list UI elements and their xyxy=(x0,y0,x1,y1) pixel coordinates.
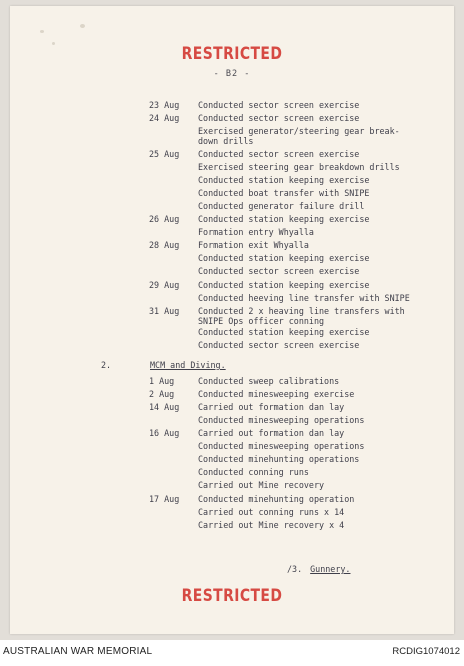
entry-text: Conducted generator failure drill xyxy=(198,201,365,211)
entry-date: 29 Aug xyxy=(149,280,180,290)
entry-date: 25 Aug xyxy=(149,149,180,159)
classification-stamp-bottom: RESTRICTED xyxy=(181,586,283,606)
entry-text: Exercised steering gear breakdown drills xyxy=(198,162,400,172)
paper-speck xyxy=(80,24,85,28)
entry-text: Conducted sector screen exercise xyxy=(198,149,360,159)
entry-text: down drills xyxy=(198,136,254,146)
entry-text: Conducted boat transfer with SNIPE xyxy=(198,188,370,198)
entry-text: Conducted conning runs xyxy=(198,467,309,477)
archive-source: AUSTRALIAN WAR MEMORIAL xyxy=(3,646,153,657)
entry-text: Exercised generator/steering gear break- xyxy=(198,126,400,136)
entry-date: 14 Aug xyxy=(149,402,180,412)
entry-text: Conducted station keeping exercise xyxy=(198,214,370,224)
entry-date: 31 Aug xyxy=(149,306,180,316)
entry-date: 24 Aug xyxy=(149,113,180,123)
entry-text: Conducted sector screen exercise xyxy=(198,340,360,350)
entry-text: Conducted station keeping exercise xyxy=(198,253,370,263)
entry-text: Conducted station keeping exercise xyxy=(198,175,370,185)
continuation-ref: /3. xyxy=(287,564,303,574)
entry-text: Carried out Mine recovery xyxy=(198,480,325,490)
entry-text: Conducted sector screen exercise xyxy=(198,100,360,110)
entry-date: 23 Aug xyxy=(149,100,180,110)
entry-text: Carried out formation dan lay xyxy=(198,402,345,412)
entry-text: Conducted minesweeping exercise xyxy=(198,389,355,399)
entry-text: Carried out conning runs x 14 xyxy=(198,507,345,517)
entry-text: Conducted minesweeping operations xyxy=(198,415,365,425)
archive-footer xyxy=(0,640,464,666)
entry-text: Conducted minesweeping operations xyxy=(198,441,365,451)
classification-stamp-top: RESTRICTED xyxy=(181,44,283,64)
entry-date: 17 Aug xyxy=(149,494,180,504)
entry-text: Conducted 2 x heaving line transfers with xyxy=(198,306,405,316)
entry-text: Conducted minehunting operation xyxy=(198,494,355,504)
entry-text: Conducted sector screen exercise xyxy=(198,266,360,276)
entry-text: SNIPE Ops officer conning xyxy=(198,316,325,326)
continuation-note xyxy=(287,565,350,574)
paper-speck xyxy=(40,30,44,33)
entry-date: 16 Aug xyxy=(149,428,180,438)
entry-text: Carried out Mine recovery x 4 xyxy=(198,520,345,530)
archive-id: RCDIG1074012 xyxy=(392,646,460,657)
entry-date: 26 Aug xyxy=(149,214,180,224)
entry-text: Conducted heeving line transfer with SNIPE xyxy=(198,293,410,303)
section-title: MCM and Diving. xyxy=(150,360,226,370)
entry-text: Conducted sweep calibrations xyxy=(198,376,340,386)
entry-date: 28 Aug xyxy=(149,240,180,250)
entry-text: Conducted station keeping exercise xyxy=(198,327,370,337)
entry-text: Formation entry Whyalla xyxy=(198,227,314,237)
entry-date: 1 Aug xyxy=(149,376,175,386)
entry-text: Conducted minehunting operations xyxy=(198,454,360,464)
entry-text: Carried out formation dan lay xyxy=(198,428,345,438)
entry-text: Conducted sector screen exercise xyxy=(198,113,360,123)
continuation-label: Gunnery. xyxy=(310,564,351,574)
section-number: 2. xyxy=(101,360,112,370)
entry-text: Conducted station keeping exercise xyxy=(198,280,370,290)
page-number: - B2 - xyxy=(213,69,251,79)
entry-date: 2 Aug xyxy=(149,389,175,399)
entry-text: Formation exit Whyalla xyxy=(198,240,309,250)
